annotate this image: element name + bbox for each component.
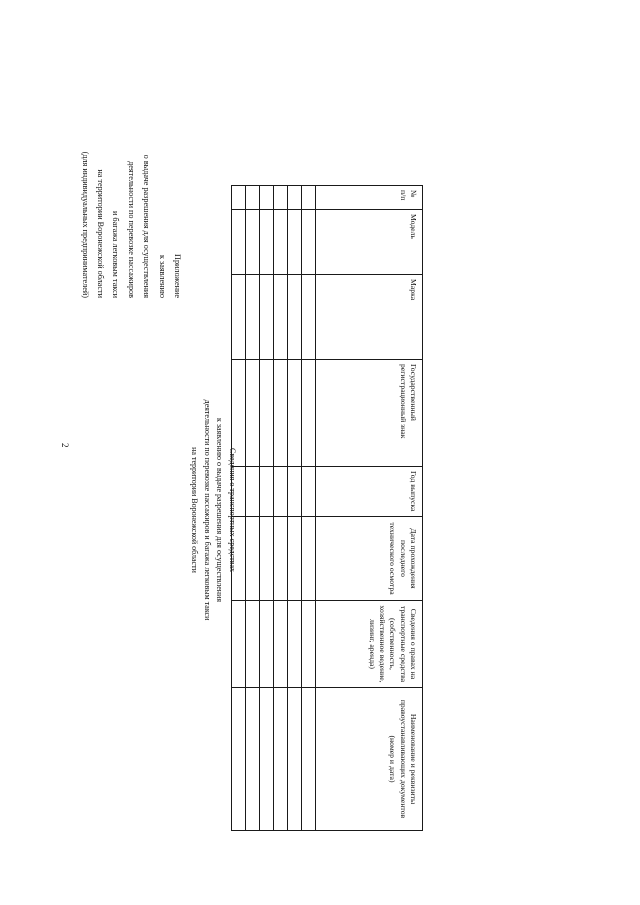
table-cell xyxy=(260,210,274,275)
table-row xyxy=(288,186,302,831)
table-cell xyxy=(302,360,316,467)
table-cell xyxy=(246,517,260,601)
column-header-plate: Государственный регистрационный знак xyxy=(316,360,423,467)
column-header-inspection-date: Дата прохождения последнего технического осмотра xyxy=(316,517,423,601)
table-cell xyxy=(274,275,288,360)
table-cell xyxy=(302,517,316,601)
table-cell xyxy=(274,688,288,831)
column-header-ownership: Сведения о правах на транспортные средства (собственность, хозяйственное ведение, лизинг, аренда) xyxy=(316,601,423,688)
table-cell xyxy=(232,601,246,688)
column-header-documents: Наименование и реквизиты правоустанавливающих документов (номер и дата) xyxy=(316,688,423,831)
table-cell xyxy=(232,517,246,601)
heading-line: на территории Воронежской области xyxy=(190,447,200,573)
table-cell xyxy=(246,210,260,275)
table-body xyxy=(232,186,316,831)
table-cell xyxy=(274,517,288,601)
column-header-brand: Марка xyxy=(316,275,423,360)
table-cell xyxy=(288,467,302,517)
table-cell xyxy=(288,360,302,467)
table-cell xyxy=(232,275,246,360)
table-cell xyxy=(288,186,302,210)
table-cell xyxy=(232,688,246,831)
table-row xyxy=(260,186,274,831)
table-cell xyxy=(260,275,274,360)
table-cell xyxy=(260,360,274,467)
table-cell xyxy=(288,688,302,831)
appendix-line: на территории Воронежской области xyxy=(95,169,105,298)
appendix-line: деятельности по перевозке пассажиров xyxy=(126,161,136,298)
table-cell xyxy=(260,467,274,517)
table-cell xyxy=(246,601,260,688)
table-cell xyxy=(274,601,288,688)
heading-line: к заявлению о выдаче разрешения для осуществления xyxy=(215,417,225,603)
table-header-row xyxy=(316,186,423,831)
vehicles-table-container xyxy=(235,185,423,830)
table-row xyxy=(302,186,316,831)
table-cell xyxy=(246,688,260,831)
heading-line: Сведения о транспортных средствах xyxy=(228,447,237,572)
table-cell xyxy=(302,467,316,517)
table-cell xyxy=(302,601,316,688)
table-cell xyxy=(274,210,288,275)
table-row xyxy=(246,186,260,831)
table-cell xyxy=(288,517,302,601)
table-cell xyxy=(232,360,246,467)
table-cell xyxy=(302,275,316,360)
page-number: 2 xyxy=(60,443,70,448)
column-header-number: № п/п xyxy=(316,186,423,210)
table-cell xyxy=(274,360,288,467)
appendix-note xyxy=(77,58,185,298)
appendix-line: Приложение xyxy=(173,254,182,298)
column-header-model: Модель xyxy=(316,210,423,275)
vehicles-table xyxy=(231,185,423,831)
table-cell xyxy=(232,467,246,517)
table-cell xyxy=(246,186,260,210)
heading-line: деятельности по перевозке пассажиров и багажа легковым такси xyxy=(203,399,212,621)
table-cell xyxy=(232,186,246,210)
table-cell xyxy=(260,186,274,210)
table-cell xyxy=(260,601,274,688)
appendix-line: о выдаче разрешения для осуществления xyxy=(142,154,152,298)
table-cell xyxy=(302,688,316,831)
table-row xyxy=(274,186,288,831)
table-cell xyxy=(246,467,260,517)
table-cell xyxy=(288,275,302,360)
table-cell xyxy=(232,210,246,275)
table-cell xyxy=(302,186,316,210)
appendix-line: и багажа легковым такси xyxy=(111,211,121,298)
table-cell xyxy=(274,186,288,210)
table-cell xyxy=(302,210,316,275)
table-cell xyxy=(260,517,274,601)
table-cell xyxy=(274,467,288,517)
table-cell xyxy=(288,601,302,688)
appendix-line: (для индивидуальных предпринимателей) xyxy=(80,151,90,298)
appendix-line: к заявлению xyxy=(157,254,167,298)
table-cell xyxy=(260,688,274,831)
table-row xyxy=(232,186,246,831)
table-cell xyxy=(288,210,302,275)
table-cell xyxy=(246,275,260,360)
table-cell xyxy=(246,360,260,467)
column-header-year: Год выпуска xyxy=(316,467,423,517)
